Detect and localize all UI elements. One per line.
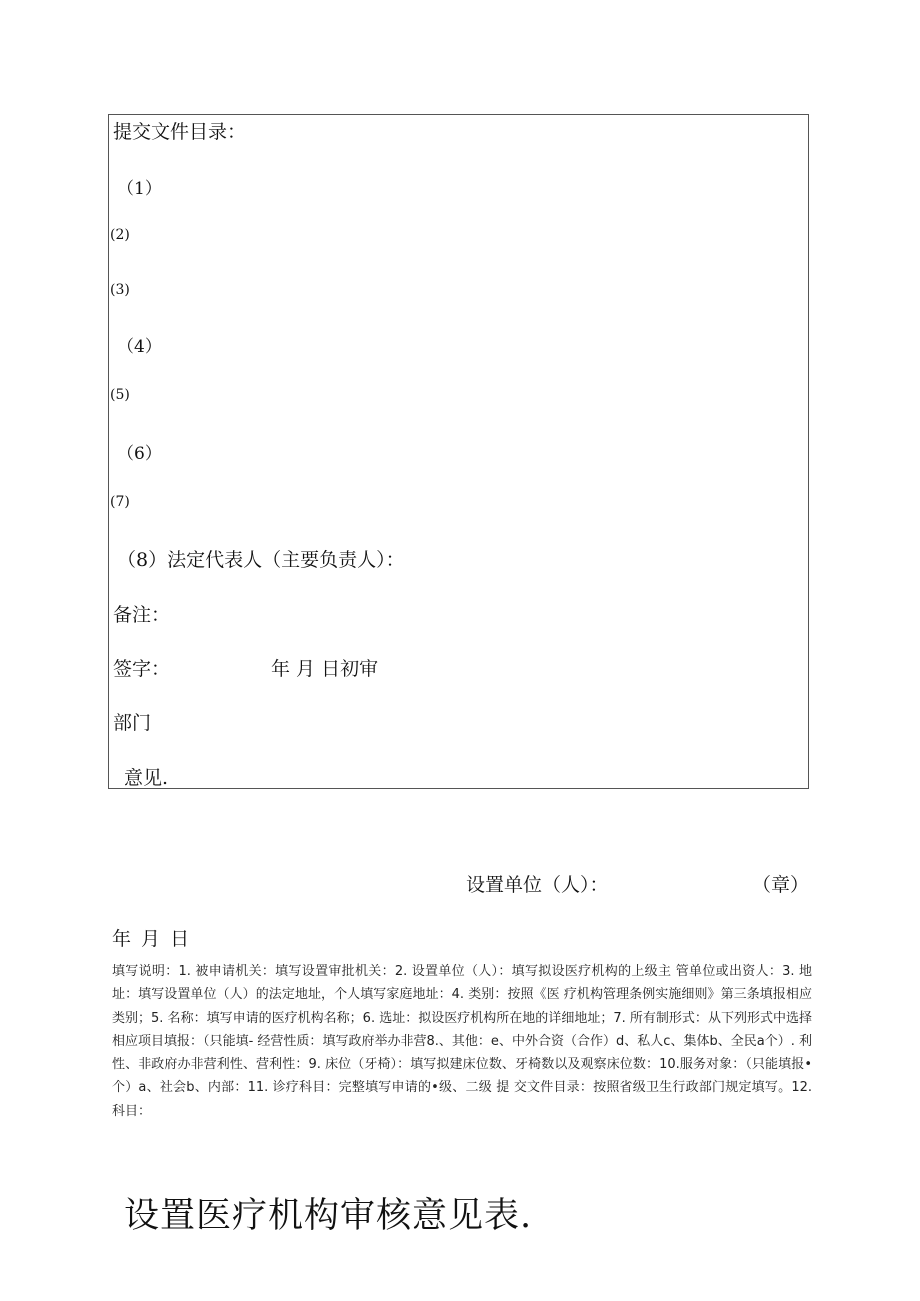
- file-list-heading: 提交文件目录：: [113, 121, 247, 143]
- legal-representative-item: （8）法定代表人（主要负责人）：: [117, 549, 405, 571]
- list-item: (3): [110, 282, 130, 298]
- unit-label: 设置单位（人）：: [466, 874, 609, 896]
- sign-date-label: 年 月 日初审: [271, 658, 379, 680]
- list-item: （1）: [117, 179, 162, 199]
- list-item: (5): [110, 387, 130, 403]
- department-label: 部门: [113, 712, 152, 734]
- instructions-text: 填写说明：1. 被申请机关：填写设置审批机关：2. 设置单位（人）：填写拟设医疗机构的上级主 管单位或出资人：3. 地址：填写设置单位（人）的法定地址，个人填写家庭地址：4. 类别：按照《医 疗机构管理条例实施细则》第三条填报相应类别；5. 名称：填写申请的医疗机构名称；6. 选址：拟设医疗机构所在地的详细地址；7. 所有制形式：从下列形式中选择相应项目填报：（只能填- 经营性质：填写政府举办非营8.、其他：e、中外合资（合作）d、私人c、集体b、全民a个）. 利性、非政府办非营利性、营利性：9. 床位（牙椅）：填写拟建床位数、牙椅数以及观察床位数：10.服务对象：（只能填报•个）a、社会b、内部：11. 诊疗科目：完整填写申请的•级、二级 提 交文件目录：按照省级卫生行政部门规定填写。12. 科目：: [112, 964, 812, 1119]
- seal-label: （章）: [752, 874, 810, 896]
- remark-label: 备注：: [113, 604, 171, 626]
- date-line: 年 月 日: [112, 928, 192, 950]
- document-title: 设置医疗机构审核意见表.: [124, 1196, 533, 1236]
- signature-label: 签字：: [113, 658, 171, 680]
- form-box: [108, 114, 809, 789]
- list-item: (7): [110, 494, 130, 510]
- opinion-label: 意见.: [124, 767, 169, 789]
- list-item: (2): [110, 227, 130, 243]
- list-item: （6）: [117, 444, 162, 464]
- list-item: （4）: [117, 337, 162, 357]
